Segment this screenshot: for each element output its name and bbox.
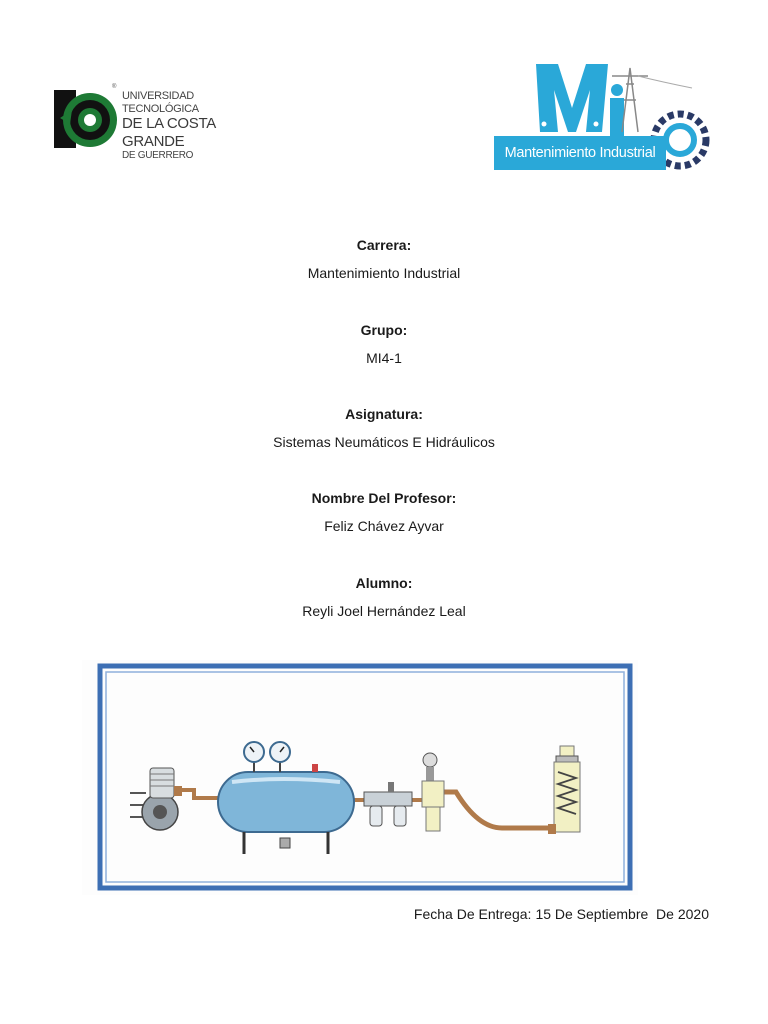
- university-name-line1: UNIVERSIDAD TECNOLÓGICA: [122, 90, 199, 115]
- field-asignatura: [0, 400, 768, 456]
- logo-caption: Mantenimiento Industrial: [494, 136, 666, 170]
- field-label: Grupo:: [360, 322, 408, 338]
- delivery-date-label: Fecha De Entrega:: [413, 906, 532, 922]
- field-value: Sistemas Neumáticos E Hidráulicos: [273, 434, 495, 450]
- field-label: Nombre Del Profesor:: [311, 490, 457, 506]
- field-value: Mantenimiento Industrial: [307, 265, 461, 281]
- career-logo: [492, 60, 712, 175]
- delivery-date: [412, 906, 711, 922]
- field-label: Alumno:: [355, 575, 413, 591]
- filter-regulator-icon: [364, 782, 412, 826]
- university-name-line3: DE GUERRERO: [122, 149, 194, 161]
- pneumatic-diagram: [82, 660, 638, 895]
- field-alumno: [0, 569, 768, 625]
- field-value: Feliz Chávez Ayvar: [324, 518, 444, 534]
- field-label: Carrera:: [356, 237, 412, 253]
- field-profesor: [0, 484, 768, 540]
- field-value: Reyli Joel Hernández Leal: [302, 603, 466, 619]
- field-grupo: [0, 316, 768, 372]
- university-name-line2: DE LA COSTA GRANDE: [122, 115, 216, 150]
- university-emblem-icon: [52, 80, 118, 160]
- field-value: MI4-1: [366, 350, 402, 366]
- diagram-frame: [100, 666, 630, 888]
- pipe: [180, 790, 218, 798]
- svg-text:®: ®: [112, 84, 117, 90]
- university-logo: [52, 80, 252, 160]
- valve-icon: [422, 753, 444, 831]
- air-tank-icon: [218, 764, 354, 854]
- pressure-gauge-icon: [244, 742, 290, 772]
- compressor-icon: [130, 768, 182, 830]
- field-label: Asignatura:: [345, 406, 423, 422]
- cylinder-icon: [548, 746, 580, 834]
- delivery-date-value: 15 De Septiembre De 2020: [535, 906, 709, 922]
- field-carrera: [0, 231, 768, 287]
